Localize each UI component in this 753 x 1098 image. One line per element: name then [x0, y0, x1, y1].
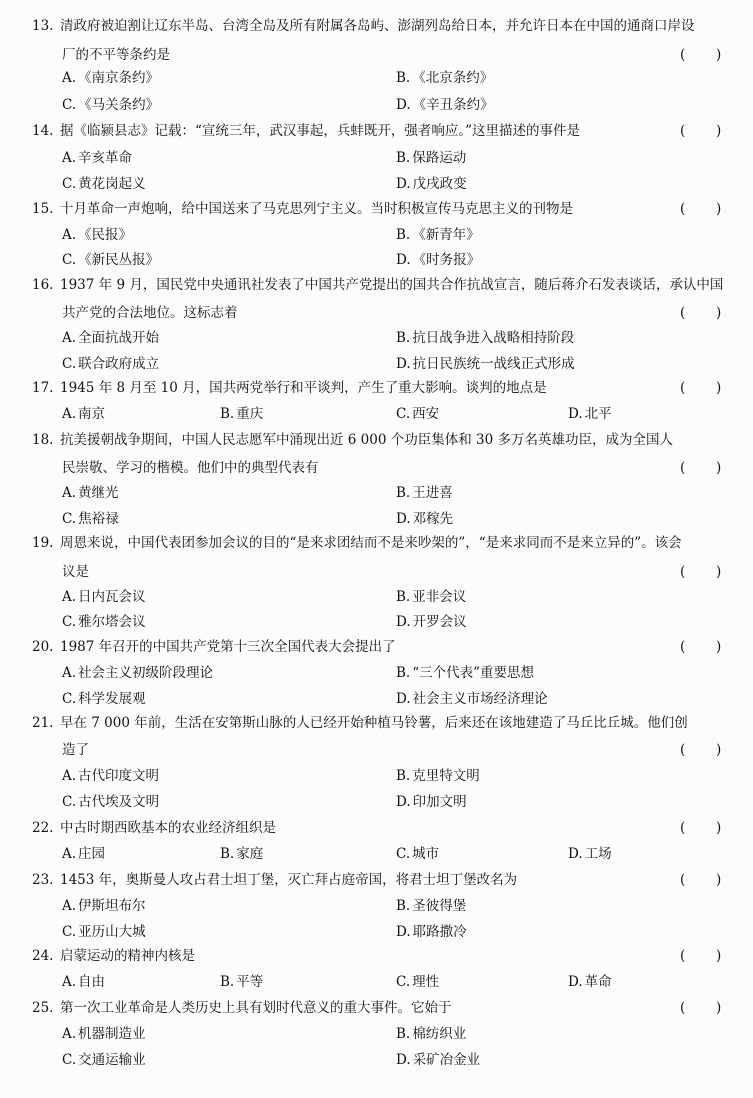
option-label: C. [62, 97, 77, 113]
option-label: B. [396, 898, 411, 914]
answer-close-paren: ) [716, 460, 722, 476]
option-label: D. [568, 406, 583, 422]
option-text: 联合政府成立 [78, 356, 160, 372]
answer-open-paren: ( [680, 820, 686, 836]
option-label: B. [396, 227, 411, 243]
answer-close-paren: ) [716, 948, 722, 964]
option-text: 辛亥革命 [78, 150, 133, 166]
answer-open-paren: ( [680, 201, 686, 217]
option-text: “三个代表”重要思想 [412, 665, 535, 681]
option-text: 南京 [78, 406, 106, 422]
answer-option[interactable] [62, 586, 146, 608]
option-text: 古代印度文明 [78, 768, 160, 784]
answer-option[interactable] [62, 895, 146, 917]
question-number: 18. [32, 432, 54, 448]
option-row [0, 94, 753, 116]
option-label: A. [62, 974, 77, 990]
answer-option[interactable] [62, 688, 146, 710]
option-label: C. [62, 356, 77, 372]
question-17-stem-line [0, 377, 753, 399]
question-number: 20. [32, 639, 54, 655]
answer-option[interactable] [396, 791, 467, 813]
option-label: D. [396, 252, 411, 268]
option-text: 克里特文明 [412, 768, 480, 784]
option-text: 《马关条约》 [78, 97, 160, 113]
option-text: 机器制造业 [78, 1026, 146, 1042]
answer-option[interactable] [568, 843, 612, 865]
answer-close-paren: ) [716, 380, 722, 396]
answer-option[interactable] [396, 224, 480, 246]
option-text: 城市 [412, 846, 440, 862]
answer-option[interactable] [62, 1049, 146, 1071]
option-text: 抗日民族统一战线正式形成 [412, 356, 575, 372]
answer-option[interactable] [62, 353, 159, 375]
option-label: A. [62, 665, 77, 681]
question-stem-text: 议是 [62, 564, 89, 580]
answer-option[interactable] [396, 1023, 466, 1045]
option-row [0, 353, 753, 375]
question-stem-text: 1937 年 9 月，国民党中央通讯社发表了中国共产党提出的国共合作抗战宣言，随后蒋介石发表谈话，承认中国 [60, 277, 724, 293]
option-label: A. [62, 898, 77, 914]
question-stem-text: 据《临颍县志》记载：“宣统三年，武汉事起，兵蚌既开，强者响应。”这里描述的事件是 [60, 123, 581, 139]
option-label: D. [568, 974, 583, 990]
question-20-stem-line [0, 636, 753, 658]
option-text: 《新青年》 [412, 227, 480, 243]
option-label: C. [62, 614, 77, 630]
option-label: A. [62, 768, 77, 784]
answer-option[interactable] [396, 403, 439, 425]
answer-option[interactable] [568, 403, 612, 425]
question-21-stem-line [0, 712, 753, 734]
option-row [0, 508, 753, 530]
option-text: 王进喜 [412, 485, 453, 501]
question-18-stem-line [0, 429, 753, 451]
answer-option[interactable] [396, 508, 453, 530]
answer-option[interactable] [396, 353, 575, 375]
question-16-stem-line [0, 274, 753, 296]
option-row [0, 147, 753, 169]
option-text: 黄花岗起义 [78, 176, 146, 192]
option-text: 保路运动 [412, 150, 467, 166]
option-row [0, 67, 753, 89]
answer-option[interactable] [62, 224, 132, 246]
answer-option[interactable] [62, 327, 159, 349]
option-text: 革命 [584, 974, 612, 990]
option-label: D. [396, 511, 411, 527]
question-stem-text: 清政府被迫割让辽东半岛、台湾全岛及所有附属各岛屿、澎湖列岛给日本，并允许日本在中国的通商口岸设 [60, 18, 695, 34]
question-stem-text: 1987 年召开的中国共产党第十三次全国代表大会提出了 [60, 639, 396, 655]
answer-open-paren: ( [680, 564, 686, 580]
option-text: 交通运输业 [78, 1052, 146, 1068]
question-number: 24. [32, 948, 54, 964]
option-row [0, 921, 753, 943]
option-row [0, 765, 753, 787]
question-25-stem-line [0, 997, 753, 1019]
option-label: D. [396, 1052, 411, 1068]
question-19-stem-line [0, 532, 753, 554]
question-21-stem-line [0, 739, 753, 761]
option-text: 《民报》 [78, 227, 133, 243]
question-stem-text: 1453 年，奥斯曼人攻占君士坦丁堡，灭亡拜占庭帝国，将君士坦丁堡改名为 [60, 872, 518, 888]
option-row [0, 1049, 753, 1071]
answer-option[interactable] [62, 1023, 146, 1045]
answer-option[interactable] [220, 971, 263, 993]
option-label: C. [62, 511, 77, 527]
answer-option[interactable] [396, 482, 453, 504]
question-number: 13. [32, 18, 54, 34]
option-text: 自由 [78, 974, 106, 990]
answer-option[interactable] [62, 249, 159, 271]
answer-option[interactable] [62, 508, 119, 530]
option-label: D. [396, 176, 411, 192]
question-13-stem-line [0, 15, 753, 37]
option-text: 《南京条约》 [78, 70, 160, 86]
option-label: A. [62, 70, 77, 86]
option-label: B. [396, 485, 411, 501]
option-text: 雅尔塔会议 [78, 614, 146, 630]
option-text: 平等 [236, 974, 264, 990]
option-row [0, 895, 753, 917]
answer-option[interactable] [62, 94, 159, 116]
answer-close-paren: ) [716, 305, 722, 321]
answer-open-paren: ( [680, 742, 686, 758]
option-label: D. [396, 794, 411, 810]
answer-option[interactable] [396, 327, 574, 349]
option-text: 社会主义市场经济理论 [412, 691, 548, 707]
question-stem-text: 周恩来说，中国代表团参加会议的目的“是来求团结而不是来吵架的”，“是来求同而不是来立异的”。该会 [60, 535, 682, 551]
option-label: A. [62, 330, 77, 346]
option-row [0, 482, 753, 504]
answer-option[interactable] [62, 921, 146, 943]
answer-option[interactable] [396, 765, 480, 787]
option-label: B. [396, 70, 411, 86]
question-stem-text: 中古时期西欧基本的农业经济组织是 [60, 820, 276, 836]
option-text: 全面抗战开始 [78, 330, 160, 346]
option-text: 亚历山大城 [78, 924, 146, 940]
option-label: D. [396, 356, 411, 372]
answer-close-paren: ) [716, 123, 722, 139]
answer-option[interactable] [62, 482, 119, 504]
answer-option[interactable] [396, 1049, 480, 1071]
question-number: 22. [32, 820, 54, 836]
answer-option[interactable] [396, 971, 439, 993]
question-number: 17. [32, 380, 54, 396]
option-label: C. [62, 691, 77, 707]
option-text: 北平 [584, 406, 612, 422]
answer-close-paren: ) [716, 201, 722, 217]
answer-option[interactable] [62, 765, 159, 787]
question-stem-text: 造了 [62, 742, 89, 758]
option-label: B. [396, 150, 411, 166]
answer-close-paren: ) [716, 820, 722, 836]
option-text: 亚非会议 [412, 589, 467, 605]
question-stem-text: 民崇敬、学习的楷模。他们中的典型代表有 [62, 460, 319, 476]
question-number: 23. [32, 872, 54, 888]
option-label: C. [396, 846, 411, 862]
option-label: C. [62, 252, 77, 268]
answer-option[interactable] [62, 971, 105, 993]
option-label: B. [396, 1026, 411, 1042]
option-label: C. [396, 406, 411, 422]
question-13-stem-line [0, 44, 753, 66]
answer-option[interactable] [396, 249, 480, 271]
option-label: B. [220, 974, 235, 990]
option-text: 耶路撒冷 [412, 924, 467, 940]
question-number: 16. [32, 277, 54, 293]
option-row [0, 791, 753, 813]
answer-open-paren: ( [680, 460, 686, 476]
option-row [0, 843, 753, 865]
option-text: 庄园 [78, 846, 106, 862]
option-row [0, 173, 753, 195]
question-stem-text: 早在 7 000 年前，生活在安第斯山脉的人已经开始种植马铃薯，后来还在该地建造了马丘比丘城。他们创 [60, 715, 688, 731]
option-text: 印加文明 [412, 794, 467, 810]
answer-open-paren: ( [680, 948, 686, 964]
answer-open-paren: ( [680, 123, 686, 139]
option-row [0, 971, 753, 993]
option-row [0, 1023, 753, 1045]
option-text: 黄继光 [78, 485, 119, 501]
option-label: C. [62, 924, 77, 940]
question-number: 21. [32, 715, 54, 731]
question-stem-text: 1945 年 8 月至 10 月，国共两党举行和平谈判，产生了重大影响。谈判的地点是 [60, 380, 547, 396]
question-14-stem-line [0, 120, 753, 142]
option-label: D. [396, 614, 411, 630]
answer-option[interactable] [396, 94, 494, 116]
option-row [0, 611, 753, 633]
question-15-stem-line [0, 198, 753, 220]
option-text: 古代埃及文明 [78, 794, 160, 810]
option-label: B. [396, 589, 411, 605]
option-row [0, 224, 753, 246]
option-text: 《新民丛报》 [78, 252, 160, 268]
answer-option[interactable] [396, 67, 493, 89]
option-text: 采矿冶金业 [412, 1052, 481, 1068]
question-24-stem-line [0, 945, 753, 967]
option-text: 家庭 [236, 846, 264, 862]
answer-open-paren: ( [680, 47, 686, 63]
answer-open-paren: ( [680, 1000, 686, 1016]
option-label: B. [396, 768, 411, 784]
answer-option[interactable] [62, 67, 159, 89]
answer-open-paren: ( [680, 872, 686, 888]
question-number: 14. [32, 123, 54, 139]
answer-option[interactable] [62, 611, 146, 633]
answer-option[interactable] [220, 843, 263, 865]
option-label: D. [396, 924, 411, 940]
option-label: C. [62, 176, 77, 192]
question-stem-text: 抗美援朝战争期间，中国人民志愿军中涌现出近 6 000 个功臣集体和 30 多万名英雄功臣，成为全国人 [60, 432, 673, 448]
answer-close-paren: ) [716, 872, 722, 888]
answer-close-paren: ) [716, 742, 722, 758]
option-label: B. [220, 406, 235, 422]
answer-option[interactable] [62, 147, 132, 169]
option-text: 邓稼先 [412, 511, 454, 527]
answer-option[interactable] [62, 662, 213, 684]
answer-close-paren: ) [716, 639, 722, 655]
option-text: 棉纺织业 [412, 1026, 467, 1042]
option-text: 工场 [584, 846, 612, 862]
option-text: 开罗会议 [412, 614, 467, 630]
option-label: A. [62, 846, 77, 862]
question-23-stem-line [0, 869, 753, 891]
option-text: 社会主义初级阶段理论 [78, 665, 214, 681]
option-label: B. [220, 846, 235, 862]
question-stem-text: 启蒙运动的精神内核是 [60, 948, 195, 964]
option-label: A. [62, 406, 77, 422]
option-text: 焦裕禄 [78, 511, 119, 527]
question-22-stem-line [0, 817, 753, 839]
answer-open-paren: ( [680, 639, 686, 655]
option-label: C. [62, 1052, 77, 1068]
answer-option[interactable] [396, 688, 548, 710]
question-18-stem-line [0, 457, 753, 479]
question-stem-text: 共产党的合法地位。这标志着 [62, 305, 238, 321]
option-text: 圣彼得堡 [412, 898, 467, 914]
option-label: A. [62, 1026, 77, 1042]
question-19-stem-line [0, 561, 753, 583]
answer-option[interactable] [62, 843, 105, 865]
option-label: D. [568, 846, 583, 862]
option-row [0, 688, 753, 710]
option-label: A. [62, 589, 77, 605]
answer-open-paren: ( [680, 380, 686, 396]
option-text: 《北京条约》 [412, 70, 494, 86]
answer-close-paren: ) [716, 564, 722, 580]
answer-open-paren: ( [680, 305, 686, 321]
option-label: A. [62, 485, 77, 501]
option-row [0, 249, 753, 271]
answer-close-paren: ) [716, 47, 722, 63]
answer-option[interactable] [568, 971, 612, 993]
option-text: 抗日战争进入战略相持阶段 [412, 330, 575, 346]
answer-option[interactable] [396, 895, 466, 917]
option-text: 日内瓦会议 [78, 589, 146, 605]
option-label: C. [62, 794, 77, 810]
option-label: A. [62, 227, 77, 243]
question-stem-text: 第一次工业革命是人类历史上具有划时代意义的重大事件。它始于 [60, 1000, 452, 1016]
answer-option[interactable] [396, 173, 467, 195]
answer-option[interactable] [396, 662, 534, 684]
answer-option[interactable] [396, 586, 466, 608]
option-row [0, 662, 753, 684]
option-text: 理性 [412, 974, 440, 990]
answer-option[interactable] [396, 921, 467, 943]
answer-option[interactable] [396, 611, 467, 633]
answer-option[interactable] [220, 403, 263, 425]
option-label: B. [396, 330, 411, 346]
option-label: D. [396, 691, 411, 707]
option-text: 《时务报》 [412, 252, 481, 268]
question-stem-text: 厂的不平等条约是 [62, 47, 170, 63]
option-text: 《辛丑条约》 [412, 97, 494, 113]
answer-option[interactable] [396, 147, 466, 169]
option-row [0, 403, 753, 425]
question-number: 15. [32, 201, 54, 217]
option-label: A. [62, 150, 77, 166]
question-16-stem-line [0, 302, 753, 324]
option-label: D. [396, 97, 411, 113]
option-text: 重庆 [236, 406, 264, 422]
answer-close-paren: ) [716, 1000, 722, 1016]
option-text: 科学发展观 [78, 691, 146, 707]
answer-option[interactable] [62, 173, 146, 195]
option-label: B. [396, 665, 411, 681]
option-label: C. [396, 974, 411, 990]
answer-option[interactable] [62, 403, 105, 425]
option-row [0, 586, 753, 608]
answer-option[interactable] [396, 843, 439, 865]
option-row [0, 327, 753, 349]
option-text: 伊斯坦布尔 [78, 898, 146, 914]
option-text: 西安 [412, 406, 440, 422]
answer-option[interactable] [62, 791, 159, 813]
question-number: 25. [32, 1000, 54, 1016]
question-number: 19. [32, 535, 54, 551]
question-stem-text: 十月革命一声炮响，给中国送来了马克思列宁主义。当时积极宣传马克思主义的刊物是 [60, 201, 573, 217]
option-text: 戊戌政变 [412, 176, 467, 192]
